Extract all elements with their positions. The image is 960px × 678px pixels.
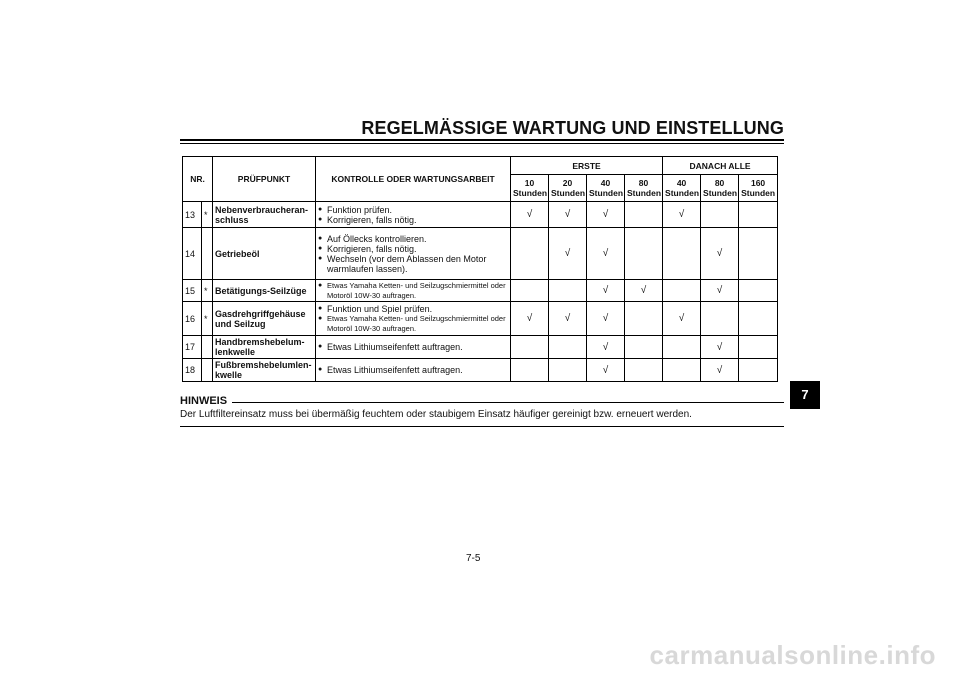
empty-cell bbox=[625, 302, 663, 336]
empty-cell bbox=[739, 280, 778, 302]
check-mark: √ bbox=[701, 336, 739, 359]
check-mark: √ bbox=[701, 228, 739, 280]
row-number: 18 bbox=[183, 359, 202, 382]
interval-header bbox=[511, 175, 549, 202]
check-mark: √ bbox=[701, 359, 739, 382]
check-item: Handbremshebelum- lenkwelle bbox=[213, 336, 316, 359]
title-rule bbox=[180, 139, 784, 141]
page-number: 7-5 bbox=[466, 553, 481, 564]
interval-header bbox=[701, 175, 739, 202]
empty-cell bbox=[625, 359, 663, 382]
dealer-service-mark bbox=[202, 359, 213, 382]
header-control: KONTROLLE ODER WARTUNGSARBEIT bbox=[316, 157, 511, 202]
control-action: ● Etwas Yamaha Ketten- und Seilzugschmiermittel oder Motoröl 10W-30 auftragen. bbox=[318, 281, 508, 301]
row-number: 13 bbox=[183, 202, 202, 228]
empty-cell bbox=[549, 359, 587, 382]
page-title: REGELMÄSSIGE WARTUNG UND EINSTELLUNG bbox=[361, 118, 784, 138]
check-mark: √ bbox=[587, 228, 625, 280]
table-row bbox=[183, 302, 778, 336]
empty-cell bbox=[625, 202, 663, 228]
control-cell bbox=[316, 202, 511, 228]
control-cell bbox=[316, 302, 511, 336]
control-action: ● Korrigieren, falls nötig. bbox=[318, 215, 508, 225]
row-number: 16 bbox=[183, 302, 202, 336]
check-item: Fußbremshebelumlen- kwelle bbox=[213, 359, 316, 382]
control-action: ● Auf Öllecks kontrollieren. bbox=[318, 234, 508, 244]
empty-cell bbox=[663, 336, 701, 359]
control-action: ● Etwas Lithiumseifenfett auftragen. bbox=[318, 365, 508, 375]
interval-header bbox=[625, 175, 663, 202]
note-rule bbox=[232, 402, 784, 403]
control-cell bbox=[316, 228, 511, 280]
interval-unit: Stunden bbox=[703, 188, 738, 198]
row-number: 17 bbox=[183, 336, 202, 359]
empty-cell bbox=[663, 280, 701, 302]
note-text: Der Luftfiltereinsatz muss bei übermäßig feuchtem oder staubigem Einsatz häufiger gereinigt bzw. erneuert werden. bbox=[180, 409, 692, 420]
control-action: ● Etwas Yamaha Ketten- und Seilzugschmiermittel oder Motoröl 10W-30 auftragen. bbox=[318, 314, 508, 334]
empty-cell bbox=[663, 359, 701, 382]
interval-hours: 10 bbox=[524, 178, 535, 188]
empty-cell bbox=[739, 302, 778, 336]
control-action: ● Wechseln (vor dem Ablassen den Motor warmlaufen lassen). bbox=[318, 254, 508, 274]
empty-cell bbox=[549, 336, 587, 359]
check-mark: √ bbox=[511, 302, 549, 336]
interval-hours: 80 bbox=[714, 178, 725, 188]
table-row bbox=[183, 359, 778, 382]
note-bottom-rule bbox=[180, 426, 784, 427]
table-row bbox=[183, 336, 778, 359]
header-item: PRÜFPUNKT bbox=[213, 157, 316, 202]
empty-cell bbox=[549, 280, 587, 302]
empty-cell bbox=[511, 228, 549, 280]
chapter-tab: 7 bbox=[790, 381, 820, 409]
check-item: Gasdrehgriffgehäuse und Seilzug bbox=[213, 302, 316, 336]
table-row bbox=[183, 202, 778, 228]
interval-unit: Stunden bbox=[513, 188, 548, 198]
check-mark: √ bbox=[549, 228, 587, 280]
header-nr: NR. bbox=[183, 157, 213, 202]
interval-unit: Stunden bbox=[741, 188, 776, 198]
interval-unit: Stunden bbox=[551, 188, 586, 198]
dealer-service-mark: * bbox=[202, 202, 213, 228]
interval-header bbox=[739, 175, 778, 202]
header-after: DANACH ALLE bbox=[663, 157, 778, 175]
header-first: ERSTE bbox=[511, 157, 663, 175]
control-cell bbox=[316, 280, 511, 302]
dealer-service-mark bbox=[202, 228, 213, 280]
interval-header bbox=[663, 175, 701, 202]
control-action: ● Korrigieren, falls nötig. bbox=[318, 244, 508, 254]
empty-cell bbox=[511, 280, 549, 302]
empty-cell bbox=[739, 336, 778, 359]
check-mark: √ bbox=[587, 202, 625, 228]
check-mark: √ bbox=[549, 202, 587, 228]
interval-unit: Stunden bbox=[589, 188, 624, 198]
check-mark: √ bbox=[587, 280, 625, 302]
interval-hours: 80 bbox=[638, 178, 649, 188]
interval-unit: Stunden bbox=[627, 188, 662, 198]
empty-cell bbox=[625, 336, 663, 359]
empty-cell bbox=[511, 336, 549, 359]
check-mark: √ bbox=[587, 336, 625, 359]
dealer-service-mark: * bbox=[202, 280, 213, 302]
check-mark: √ bbox=[663, 302, 701, 336]
watermark: carmanualsonline.info bbox=[649, 640, 936, 670]
empty-cell bbox=[701, 202, 739, 228]
check-item: Getriebeöl bbox=[213, 228, 316, 280]
check-mark: √ bbox=[701, 280, 739, 302]
control-cell bbox=[316, 336, 511, 359]
title-rule-thin bbox=[180, 143, 784, 144]
interval-hours: 160 bbox=[750, 178, 766, 188]
check-mark: √ bbox=[587, 359, 625, 382]
note-label: HINWEIS bbox=[180, 395, 228, 407]
interval-header bbox=[549, 175, 587, 202]
maintenance-table bbox=[182, 156, 778, 382]
empty-cell bbox=[739, 359, 778, 382]
interval-hours: 40 bbox=[600, 178, 611, 188]
check-mark: √ bbox=[663, 202, 701, 228]
table-row bbox=[183, 280, 778, 302]
check-mark: √ bbox=[587, 302, 625, 336]
interval-hours: 40 bbox=[676, 178, 687, 188]
check-item: Betätigungs-Seilzüge bbox=[213, 280, 316, 302]
interval-header bbox=[587, 175, 625, 202]
control-action: ● Etwas Lithiumseifenfett auftragen. bbox=[318, 342, 508, 352]
check-mark: √ bbox=[625, 280, 663, 302]
control-action: ● Funktion prüfen. bbox=[318, 205, 508, 215]
dealer-service-mark bbox=[202, 336, 213, 359]
row-number: 15 bbox=[183, 280, 202, 302]
empty-cell bbox=[663, 228, 701, 280]
empty-cell bbox=[739, 228, 778, 280]
empty-cell bbox=[739, 202, 778, 228]
row-number: 14 bbox=[183, 228, 202, 280]
control-action: ● Funktion und Spiel prüfen. bbox=[318, 304, 508, 314]
interval-unit: Stunden bbox=[665, 188, 700, 198]
empty-cell bbox=[625, 228, 663, 280]
interval-hours: 20 bbox=[562, 178, 573, 188]
check-mark: √ bbox=[511, 202, 549, 228]
check-item: Nebenverbraucheran- schluss bbox=[213, 202, 316, 228]
check-mark: √ bbox=[549, 302, 587, 336]
dealer-service-mark: * bbox=[202, 302, 213, 336]
control-cell bbox=[316, 359, 511, 382]
table-row bbox=[183, 228, 778, 280]
empty-cell bbox=[701, 302, 739, 336]
empty-cell bbox=[511, 359, 549, 382]
